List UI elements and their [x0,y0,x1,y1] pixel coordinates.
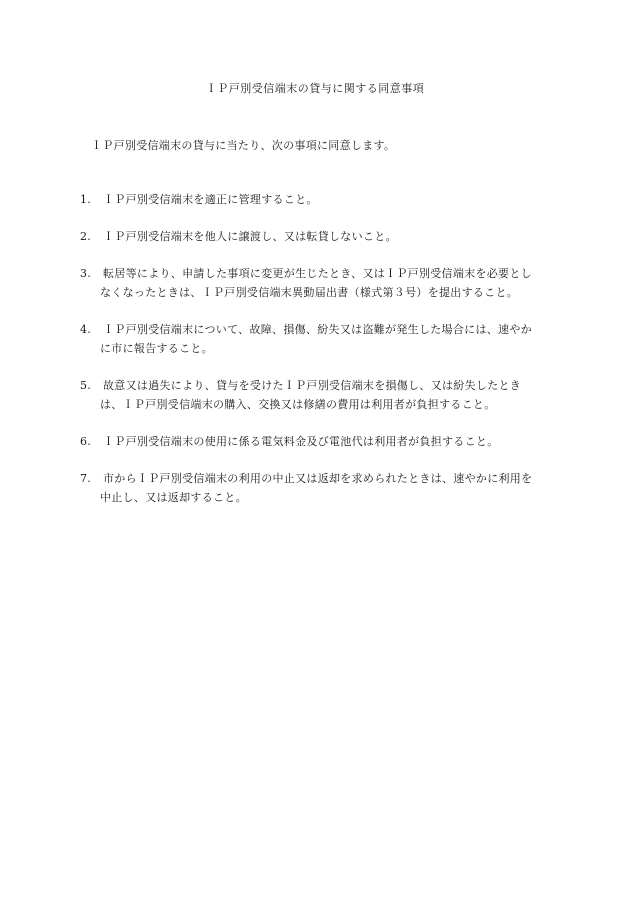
item-number: 1. [80,193,92,206]
item-text-line1: ＩＰ戸別受信端末を適正に管理すること。 [103,193,318,206]
item-text [103,432,555,451]
item-text-line1: 市からＩＰ戸別受信端末の利用の中止又は返却を求められたときは、速やかに利用を [103,472,533,485]
item-text [100,469,555,507]
item-text [100,320,555,358]
consent-list [0,190,630,525]
consent-item-4 [0,320,630,358]
item-text-line1: 転居等により、申請した事項に変更が生じたとき、又はＩＰ戸別受信端末を必要とし [103,267,532,280]
item-text-line2: に市に報告すること。 [100,342,213,355]
item-text-line1: ＩＰ戸別受信端末の使用に係る電気料金及び電池代は利用者が負担すること。 [103,435,499,448]
item-text-line1: 故意又は過失により、貸与を受けたＩＰ戸別受信端末を損傷し、又は紛失したとき [103,379,522,392]
item-text-line2: 中止し、又は返却すること。 [100,491,247,504]
item-text [103,190,555,209]
consent-item-6 [0,432,630,451]
consent-item-2 [0,227,630,246]
item-number: 4. [80,323,92,336]
item-text-line2: なくなったときは、ＩＰ戸別受信端末異動届出書（様式第３号）を提出すること。 [100,286,519,299]
item-text-line1: ＩＰ戸別受信端末について、故障、損傷、紛失又は盗難が発生した場合には、速やか [103,323,532,336]
item-text [103,227,555,246]
item-number: 5. [80,379,92,392]
document-title: ＩＰ戸別受信端末の貸与に関する同意事項 [205,82,425,95]
item-text-line2: は、ＩＰ戸別受信端末の購入、交換又は修繕の費用は利用者が負担すること。 [100,398,496,411]
item-text [100,264,555,302]
item-text-line1: ＩＰ戸別受信端末を他人に譲渡し、又は転貸しないこと。 [103,230,397,243]
item-text [100,376,555,414]
consent-item-1 [0,190,630,209]
item-number: 7. [80,472,92,485]
item-number: 2. [80,230,92,243]
consent-item-7 [0,469,630,507]
consent-item-3 [0,264,630,302]
item-number: 3. [80,267,92,280]
item-number: 6. [80,435,92,448]
intro-statement: ＩＰ戸別受信端末の貸与に当たり、次の事項に同意します。 [91,139,396,152]
consent-item-5 [0,376,630,414]
